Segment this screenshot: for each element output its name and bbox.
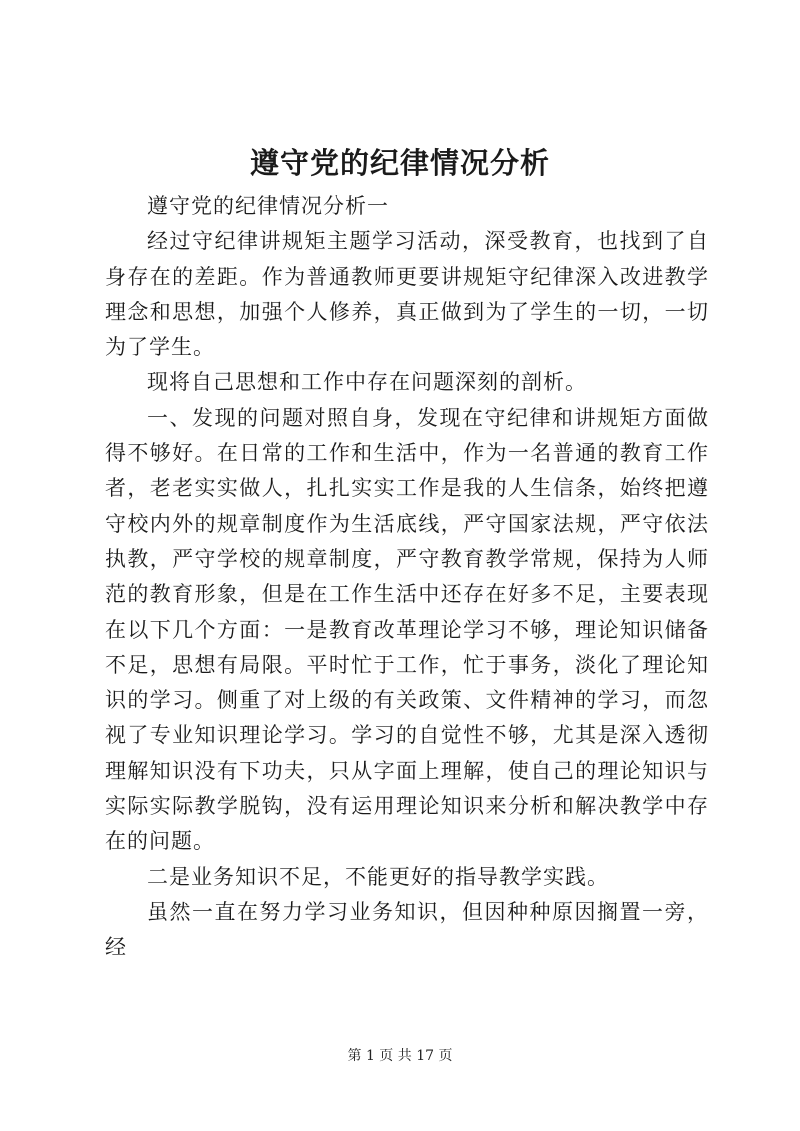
paragraph-problems: 一、发现的问题对照自身，发现在守纪律和讲规矩方面做得不够好。在日常的工作和生活中，作为一名普通的教育工作者，老老实实做人，扎扎实实工作是我的人生信条，始终把遵守校内外的规章制度作为生活底线，严守国家法规，严守依法执教，严守学校的规章制度，严守教育教学常规，保持为人师范的教育形象，但是在工作生活中还存在好多不足，主要表现在以下几个方面：一是教育改革理论学习不够，理论知识储备不足，思想有局限。平时忙于工作，忙于事务，淡化了理论知识的学习。侧重了对上级的有关政策、文件精神的学习，而忽视了专业知识理论学习。学习的自觉性不够，尤其是深入透彻理解知识没有下功夫，只从字面上理解，使自己的理论知识与实际实际教学脱钩，没有运用理论知识来分析和解决教学中存在的问题。 xyxy=(105,405,709,854)
page-number-footer: 第 1 页 共 17 页 xyxy=(347,1048,453,1064)
paragraph-second-point: 二是业务知识不足，不能更好的指导教学实践。 xyxy=(147,864,609,889)
paragraph-intro: 经过守纪律讲规矩主题学习活动，深受教育，也找到了自身存在的差距。作为普通教师更要讲规矩守纪律深入改进教学理念和思想，加强个人修养，真正做到为了学生的一切，一切为了学生。 xyxy=(105,229,709,360)
document-title: 遵守党的纪律情况分析 xyxy=(249,146,550,180)
paragraph-subtitle: 遵守党的纪律情况分析一 xyxy=(147,194,389,218)
document-body xyxy=(105,189,709,966)
paragraph-analysis-lead: 现将自己思想和工作中存在问题深刻的剖析。 xyxy=(147,370,587,395)
paragraph-continued: 虽然一直在努力学习业务知识，但因种种原因搁置一旁，经 xyxy=(105,899,709,960)
